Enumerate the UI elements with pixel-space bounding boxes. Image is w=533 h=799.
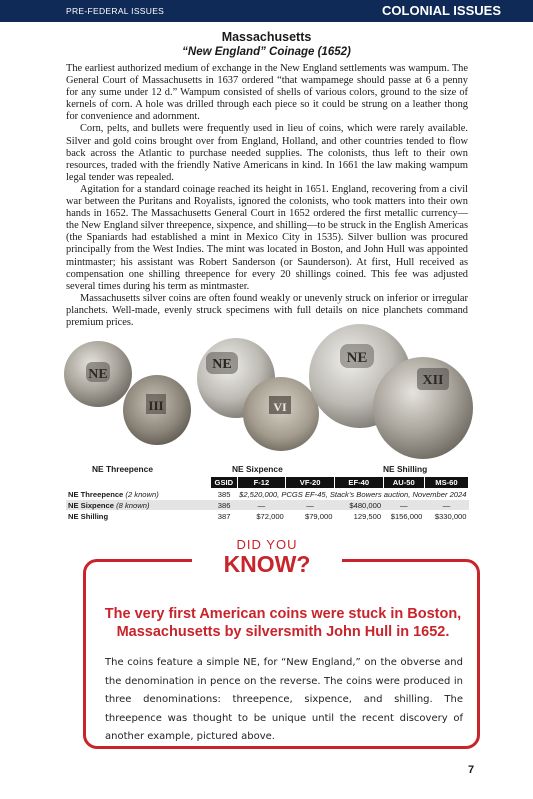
coin-sixpence-reverse xyxy=(243,377,319,451)
table-header-blank xyxy=(66,477,211,489)
paragraph: Agitation for a standard coinage reached its height in 1651. England, recovering from a civil war between the Puritans and Royalists, ignored the colonists, who took matters into their own hands in 1652. The Massachusetts General Court in 1652 ordered the first metallic currency—the New England silver threepence, sixpence, and shilling—to be struck in the English Americas (the Spaniards had established a mint in Mexico City in 1535). Silver bullion was procured principally from the West Indies. The mint was located in Boston, and John Hull was appointed mintmaster; his assistant was Robert Sanderson (or Saunderson). At first, Hull received as compensation one shilling threepence for every 20 shillings coined. This fee was adjusted several times during his term as mintmaster. xyxy=(66,183,468,292)
price-table xyxy=(66,477,469,521)
price-cell: $156,000 xyxy=(383,511,424,522)
price-cell: 129,500 xyxy=(334,511,383,522)
price-cell: $330,000 xyxy=(424,511,468,522)
chapter-label: COLONIAL ISSUES xyxy=(382,3,501,18)
table-header: VF-20 xyxy=(286,477,335,489)
article-body xyxy=(66,63,468,329)
coin-threepence-obverse xyxy=(64,341,132,407)
coin-name: NE Sixpence xyxy=(68,500,115,510)
did-you-know-badge xyxy=(192,538,342,584)
table-header: MS-60 xyxy=(424,477,468,489)
caption-threepence: NE Threepence xyxy=(92,464,153,474)
price-cell: $480,000 xyxy=(334,500,383,511)
badge-line-top: DID YOU xyxy=(236,537,298,552)
coin-note: (2 known) xyxy=(125,489,159,499)
auction-record-cell: $2,520,000, PCGS EF-45, Stack’s Bowers auction, November 2024 xyxy=(237,489,468,500)
caption-shilling: NE Shilling xyxy=(383,464,428,474)
table-header: EF-40 xyxy=(334,477,383,489)
coin-name: NE Threepence xyxy=(68,489,124,499)
table-header: AU-50 xyxy=(383,477,424,489)
table-row xyxy=(66,489,469,500)
price-cell: $72,000 xyxy=(237,511,286,522)
did-you-know-headline: The very first American coins were stuck in Boston, Massachusetts by silversmith John Hull in 1652. xyxy=(104,606,462,640)
table-header: GSID xyxy=(211,477,237,489)
badge-line-bottom: KNOW? xyxy=(223,551,311,577)
paragraph: Massachusetts silver coins are often found weakly or unevenly struck on inferior or irregular planchets. Well-made, evenly struck specimens with full details on nice planchets command premium prices. xyxy=(66,292,468,328)
coin-shilling-reverse xyxy=(373,357,473,459)
coin-stamp: NE xyxy=(346,350,368,366)
price-cell: — xyxy=(424,500,468,511)
gsid-cell: 386 xyxy=(211,500,237,511)
coin-name-cell xyxy=(66,489,211,500)
coin-stamp: NE xyxy=(88,367,108,382)
paragraph: Corn, pelts, and bullets were frequently used in lieu of coins, which were rarely available. Silver and gold coins brought over from England, Holland, and other countries tended to flow back across the Atlantic to purchase needed supplies. The colonists, thus left to their own resources, traded with the friendly Native Americans in kind. In 1661 the law making wampum legal tender was repealed. xyxy=(66,123,468,183)
paragraph: The earliest authorized medium of exchange in the New England settlements was wampum. The General Court of Massachusetts in 1637 ordered “that wampamege should passe at 6 a penny for any sume under 12 d.” Wampum consisted of shells of various colors, ground to the size of kernels of corn. A hole was drilled through each piece so it could be strung on a leather thong for convenience and adornment. xyxy=(66,63,468,123)
coin-note: (8 known) xyxy=(116,500,150,510)
coin-name: NE Shilling xyxy=(68,511,109,521)
did-you-know-body: The coins feature a simple NE, for “New England,” on the obverse and the denomination in pence on the reverse. The coins were produced in three denominations: threepence, sixpence, and shilling. The threepence was thought to be unique until the recent discovery of another example, pictured above. xyxy=(105,657,463,742)
table-header: F-12 xyxy=(237,477,286,489)
page-number: 7 xyxy=(468,764,475,776)
coin-photographs xyxy=(60,322,480,462)
article-title: Massachusetts xyxy=(221,30,312,44)
price-cell: — xyxy=(286,500,335,511)
price-cell: — xyxy=(237,500,286,511)
article-subtitle: “New England” Coinage (1652) xyxy=(182,46,351,58)
table-row xyxy=(66,500,469,511)
table-header-row xyxy=(66,477,469,489)
gsid-cell: 385 xyxy=(211,489,237,500)
gsid-cell: 387 xyxy=(211,511,237,522)
coin-threepence-reverse xyxy=(123,375,191,445)
coin-stamp: III xyxy=(148,398,164,413)
caption-sixpence: NE Sixpence xyxy=(232,464,283,474)
running-header xyxy=(0,0,533,22)
table-row xyxy=(66,511,469,522)
price-cell: $79,000 xyxy=(286,511,335,522)
price-cell: — xyxy=(383,500,424,511)
coin-stamp: XII xyxy=(422,373,444,388)
section-label: PRE-FEDERAL ISSUES xyxy=(66,6,165,16)
coin-stamp: VI xyxy=(273,400,287,414)
coin-stamp: NE xyxy=(212,357,232,372)
coin-name-cell xyxy=(66,500,211,511)
coin-name-cell xyxy=(66,511,211,522)
